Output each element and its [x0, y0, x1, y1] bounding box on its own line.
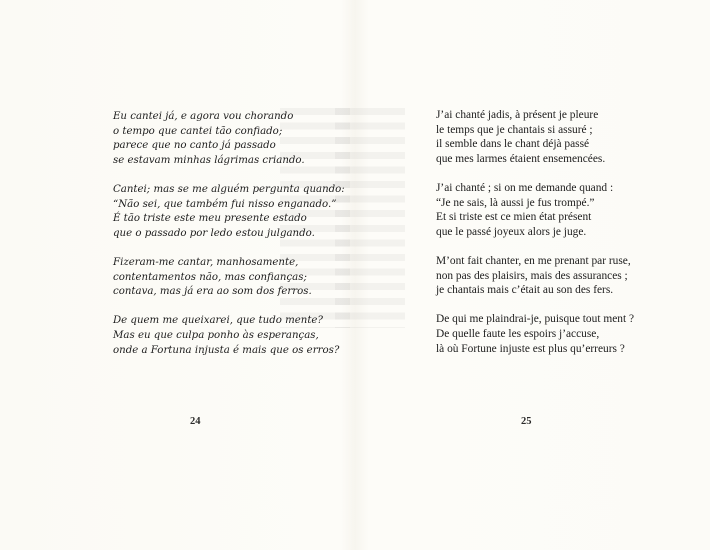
poem-line: De quelle faute les espoirs j’accuse,	[436, 327, 600, 340]
poem-line: Mas eu que culpa ponho às esperanças,	[113, 329, 319, 341]
poem-line: Cantei; mas se me alguém pergunta quando:	[113, 183, 345, 195]
poem-line: parece que no canto já passado	[113, 140, 276, 152]
stanza-2	[436, 181, 634, 239]
poem-line: De quem me queixarei, que tudo mente?	[113, 315, 323, 327]
poem-line: que le passé joyeux alors je juge.	[436, 225, 587, 238]
poem-line: que mes larmes étaient ensemencées.	[436, 152, 606, 165]
poem-line: o tempo que cantei tão confiado;	[113, 125, 283, 137]
stanza-3	[436, 254, 634, 298]
poem-line: non pas des plaisirs, mais des assurances ;	[436, 269, 628, 282]
poem-line: que o passado por ledo estou julgando.	[113, 227, 315, 239]
poem-line: là où Fortune injuste est plus qu’erreurs ?	[436, 342, 625, 355]
poem-line: Et si triste est ce mien état présent	[436, 211, 592, 224]
poem-line: onde a Fortuna injusta é mais que os erros?	[113, 344, 340, 356]
page-number-left: 24	[190, 416, 201, 427]
poem-line: É tão triste este meu presente estado	[113, 213, 307, 225]
stanza-2	[113, 183, 345, 241]
poem-line: se estavam minhas lágrimas criando.	[113, 154, 305, 166]
poem-line: J’ai chanté jadis, à présent je pleure	[436, 109, 599, 121]
poem-line: “Não sei, que também fui nisso enganado.”	[113, 198, 337, 210]
french-poem	[436, 108, 634, 371]
stanza-1	[113, 110, 345, 168]
poem-line: M’ont fait chanter, en me prenant par ruse,	[436, 254, 631, 267]
stanza-1	[436, 108, 634, 166]
poem-line: “Je ne sais, là aussi je fus trompé.”	[436, 196, 595, 209]
right-page	[355, 0, 710, 550]
poem-line: je chantais mais c’était au son des fers.	[436, 284, 614, 297]
stanza-4	[436, 312, 634, 356]
poem-line: De qui me plaindrai-je, puisque tout ment ?	[436, 313, 635, 326]
stanza-4	[113, 314, 345, 358]
page-number-right: 25	[521, 416, 532, 427]
portuguese-poem	[113, 110, 345, 373]
stanza-3	[113, 256, 345, 300]
poem-line: Fizeram-me cantar, manhosamente,	[113, 256, 299, 268]
poem-line: contava, mas já era ao som dos ferros.	[113, 286, 312, 298]
poem-line: J’ai chanté ; si on me demande quand :	[436, 181, 614, 194]
poem-line: Eu cantei já, e agora vou chorando	[113, 111, 294, 122]
poem-line: contentamentos não, mas confianças;	[113, 271, 307, 283]
poem-line: le temps que je chantais si assuré ;	[436, 123, 593, 136]
poem-line: il semble dans le chant déjà passé	[436, 138, 590, 151]
show-through	[335, 108, 405, 328]
